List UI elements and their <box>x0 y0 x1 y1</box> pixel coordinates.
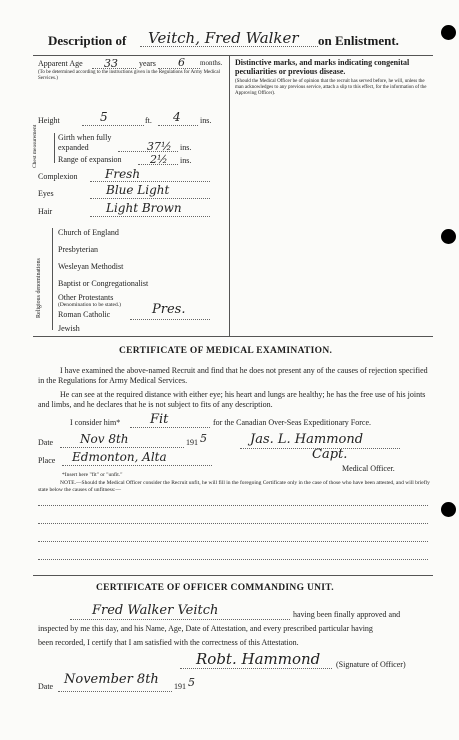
medical-year-prefix: 191 <box>186 438 198 447</box>
years-label: years <box>139 59 156 68</box>
medical-year-suffix: 5 <box>200 432 207 445</box>
section-separator <box>33 575 433 576</box>
months-label: months. <box>200 59 223 67</box>
ft-label: ft. <box>145 116 152 125</box>
girth-value: 37½ <box>147 140 172 153</box>
range-value: 2½ <box>150 153 168 166</box>
eyes-value: Blue Light <box>106 183 170 197</box>
marks-note: (Should the Medical Officer be of opinion that the recruit has served before, he will, unless the man acknowledges to any previous service, attach a slip to this effect, for the information of the Approving Officer). <box>235 79 427 96</box>
place-label: Place <box>38 456 56 465</box>
commanding-date-line <box>58 691 172 692</box>
recruit-name-handwritten: Veitch, Fred Walker <box>148 29 299 47</box>
height-label: Height <box>38 116 60 125</box>
religion-other-protestants: Other Protestants <box>58 293 114 302</box>
title-suffix: on Enlistment. <box>318 33 399 48</box>
religion-roman-catholic: Roman Catholic <box>58 310 111 319</box>
medical-paragraph-2: He can see at the required distance with either eye; his heart and lungs are healthy; he has the free use of his joints and limbs, and he declares that he is not subject to fits of any description. <box>38 390 426 409</box>
girth-ins-label: ins. <box>180 143 192 152</box>
hair-label: Hair <box>38 207 53 216</box>
unfitness-note: NOTE.—Should the Medical Officer consider the Recruit unfit, he will fill in the foregoing Certificate only in the case of those who have been attested, and will briefly state below the causes of unfitness:— <box>38 480 430 493</box>
table-top-rule <box>33 55 433 56</box>
consider-label: I consider him* <box>70 418 121 427</box>
medical-officer-label: Medical Officer. <box>342 464 395 473</box>
table-bottom-rule <box>33 336 433 337</box>
medical-certificate-title: CERTIFICATE OF MEDICAL EXAMINATION. <box>119 346 333 356</box>
commanding-line-3: been recorded, I certify that I am satisfied with the correctness of this Attestation. <box>38 638 299 647</box>
commanding-year-suffix: 5 <box>188 676 195 689</box>
punch-hole-middle <box>441 229 456 244</box>
eyes-label: Eyes <box>38 189 54 198</box>
hair-value: Light Brown <box>106 201 182 215</box>
unfitness-line-3 <box>38 541 428 542</box>
religion-denomination-note: (Denomination to be stated.) <box>58 302 121 308</box>
commanding-date-value: November 8th <box>64 672 159 687</box>
commanding-date-label: Date <box>38 682 54 691</box>
title-prefix: Description of <box>48 33 127 48</box>
unfitness-line-2 <box>38 523 428 524</box>
complexion-line <box>90 181 210 182</box>
height-ft-value: 5 <box>100 110 108 124</box>
height-in-line <box>158 125 198 126</box>
religion-line <box>130 319 210 320</box>
commanding-line-2: inspected by me this day, and his Name, Age, Date of Attestation, and every prescribed particular having <box>38 624 373 633</box>
title-name-line <box>140 46 318 47</box>
for-force-label: for the Canadian Over-Seas Expeditionary Force. <box>213 418 372 427</box>
ins-label: ins. <box>200 116 212 125</box>
complexion-value: Fresh <box>105 167 141 181</box>
religion-church-of-england: Church of England <box>58 228 119 237</box>
height-ft-line <box>82 125 144 126</box>
eyes-line <box>90 198 210 199</box>
chest-measurement-label: Chest measurement <box>32 124 38 168</box>
religion-wesleyan-methodist: Wesleyan Methodist <box>58 262 124 271</box>
commanding-line-1-suffix: having been finally approved and <box>293 610 401 619</box>
medical-officer-signature: Jas. L. Hammond <box>250 432 364 447</box>
signature-of-officer-label: (Signature of Officer) <box>336 660 406 669</box>
height-in-value: 4 <box>173 110 181 124</box>
place-line <box>62 465 212 466</box>
girth-label: Girth when fully expanded <box>58 133 112 152</box>
religion-jewish: Jewish <box>58 324 80 333</box>
commanding-name-line <box>70 619 290 620</box>
religion-presbyterian: Presbyterian <box>58 245 98 254</box>
range-label: Range of expansion <box>58 155 122 164</box>
table-divider <box>229 55 230 336</box>
place-value: Edmonton, Alta <box>72 450 167 464</box>
fitness-verdict: Fit <box>150 412 169 427</box>
religion-brace <box>52 228 53 330</box>
medical-date-line <box>60 447 184 448</box>
commanding-certificate-title: CERTIFICATE OF OFFICER COMMANDING UNIT. <box>96 583 334 593</box>
punch-hole-top <box>441 25 456 40</box>
punch-hole-bottom <box>441 502 456 517</box>
commanding-officer-signature: Robt. Hammond <box>196 650 321 668</box>
unfitness-line-1 <box>38 505 428 506</box>
medical-officer-rank: Capt. <box>312 447 348 462</box>
chest-brace <box>54 133 55 163</box>
unfitness-line-4 <box>38 559 428 560</box>
age-months-value: 6 <box>178 56 185 69</box>
medical-paragraph-1: I have examined the above-named Recruit and find that he does not present any of the causes of rejection specified in the Regulations for Army Medical Services. <box>38 366 428 385</box>
age-label: Apparent Age <box>38 59 83 68</box>
commanding-signature-line <box>180 668 332 669</box>
religion-baptist: Baptist or Congregationalist <box>58 279 149 288</box>
medical-date-value: Nov 8th <box>80 432 129 446</box>
religious-denominations-label: Religious denominations <box>36 258 42 318</box>
hair-line <box>90 216 210 217</box>
age-years-value: 33 <box>104 57 118 70</box>
complexion-label: Complexion <box>38 172 78 181</box>
commanding-year-prefix: 191 <box>174 682 186 691</box>
marks-title: Distinctive marks, and marks indicating congenital peculiarities or previous disease. <box>235 58 410 76</box>
insert-note: *Insert here "fit" or "unfit." <box>62 472 123 478</box>
religion-value: Pres. <box>152 302 186 317</box>
medical-date-label: Date <box>38 438 54 447</box>
consider-line <box>130 427 210 428</box>
commanding-recruit-name: Fred Walker Veitch <box>92 603 219 618</box>
range-ins-label: ins. <box>180 156 192 165</box>
age-instruction-note: (To be determined according to the instructions given in the Regulations for Army Medical Services.) <box>38 70 220 81</box>
